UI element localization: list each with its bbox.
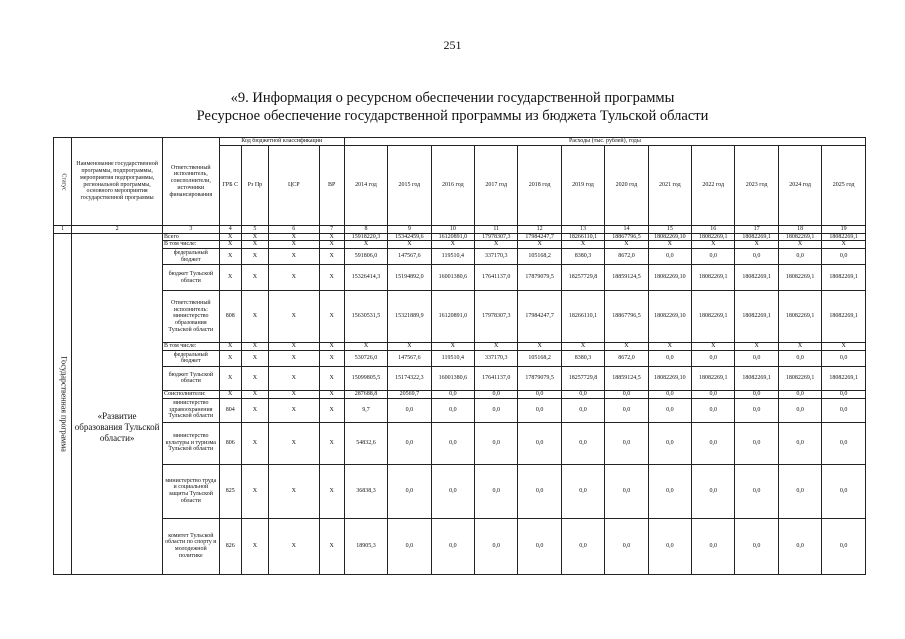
cell-value: 0,0 [475,518,518,574]
cell-value: 0,0 [778,390,821,398]
cell-rzpr: X [241,249,268,265]
table-row [54,350,866,366]
cell-value: 15321889,9 [388,291,431,343]
cell-rzpr: X [241,464,268,518]
row-label: Всего [163,233,220,241]
cell-csr: X [269,343,319,351]
cell-vr: X [319,398,344,422]
cell-value: 8380,3 [561,249,604,265]
cell-value: 16120891,0 [431,291,474,343]
cell-csr: X [269,390,319,398]
table-row [54,249,866,265]
cell-value: 530726,0 [344,350,387,366]
table-row [54,343,866,351]
cell-value: 18257729,8 [561,265,604,291]
row-label: комитет Тульской области по спорту и молодежной политике [163,518,220,574]
cell-value: 0,0 [518,398,561,422]
cell-value: 9,7 [344,398,387,422]
table-row [54,291,866,343]
cell-rzpr: X [241,518,268,574]
cell-value: 337170,3 [475,249,518,265]
cell-value: 105168,2 [518,350,561,366]
cell-value: 18082269,10 [648,265,691,291]
cell-value: 16001380,6 [431,265,474,291]
cell-value: 15918220,3 [344,233,387,241]
cell-value: X [692,241,735,249]
cell-value: 0,0 [475,398,518,422]
cell-value: 0,0 [518,518,561,574]
header-expenses: Расходы (тыс. рублей), годы [344,138,865,146]
cell-value: 0,0 [475,464,518,518]
row-label: министерство здравоохранения Тульской области [163,398,220,422]
cell-value: 147567,6 [388,249,431,265]
cell-value: 16120891,0 [431,233,474,241]
cell-rzpr: X [241,291,268,343]
cell-csr: X [269,233,319,241]
header-year: 2016 год [431,146,474,226]
row-label: федеральный бюджет [163,249,220,265]
cell-value: 17879079,5 [518,265,561,291]
cell-value: 0,0 [388,422,431,464]
cell-value: X [475,241,518,249]
cell-value: 18257729,8 [561,366,604,390]
cell-value: 0,0 [692,518,735,574]
cell-value: X [605,241,648,249]
column-number: 9 [388,226,431,234]
row-label: Соисполнители: [163,390,220,398]
cell-value: 18082269,1 [778,265,821,291]
cell-value: 0,0 [822,398,866,422]
column-number: 8 [344,226,387,234]
cell-value: 0,0 [561,398,604,422]
cell-grbs: 806 [219,422,241,464]
column-number: 11 [475,226,518,234]
header-year: 2022 год [692,146,735,226]
cell-value: 18082269,1 [735,291,778,343]
program-name: «Развитие образования Тульской области» [72,233,163,574]
cell-vr: X [319,249,344,265]
cell-value: 18082269,1 [778,291,821,343]
cell-value: 8672,0 [605,249,648,265]
cell-value: X [692,343,735,351]
header-vr: ВР [319,146,344,226]
cell-vr: X [319,291,344,343]
cell-value: X [431,241,474,249]
cell-value: 36838,3 [344,464,387,518]
cell-value: 0,0 [692,350,735,366]
cell-value: 0,0 [778,518,821,574]
cell-value: 17879079,5 [518,366,561,390]
cell-value: 0,0 [561,518,604,574]
column-number: 14 [605,226,648,234]
row-label: федеральный бюджет [163,350,220,366]
cell-value: 17984247,7 [518,233,561,241]
cell-value: 0,0 [605,464,648,518]
cell-csr: X [269,422,319,464]
cell-value: 0,0 [605,398,648,422]
cell-csr: X [269,366,319,390]
column-number: 13 [561,226,604,234]
cell-value: X [431,343,474,351]
cell-value: 0,0 [648,350,691,366]
cell-value: 0,0 [822,422,866,464]
cell-value: 18082269,1 [692,265,735,291]
cell-value: 54832,6 [344,422,387,464]
cell-grbs: X [219,350,241,366]
cell-value: 0,0 [822,249,866,265]
cell-value: 0,0 [735,249,778,265]
cell-rzpr: X [241,350,268,366]
cell-rzpr: X [241,241,268,249]
cell-rzpr: X [241,366,268,390]
cell-grbs: X [219,366,241,390]
cell-value: 17641137,0 [475,366,518,390]
cell-value: 0,0 [605,390,648,398]
cell-value: 18867796,5 [605,233,648,241]
cell-value: 0,0 [648,518,691,574]
cell-value: 119510,4 [431,249,474,265]
cell-value: 18082269,1 [822,366,866,390]
cell-value: 0,0 [778,464,821,518]
cell-vr: X [319,518,344,574]
cell-value: 0,0 [822,350,866,366]
table-row [54,518,866,574]
header-name: Наименование государственной программы, подпрограммы, мероприятия подпрограммы, региональной программы, основного мероприятия государственной программы [72,138,163,226]
cell-value: X [344,241,387,249]
column-number: 10 [431,226,474,234]
cell-value: 0,0 [822,464,866,518]
cell-value: 18082269,1 [735,233,778,241]
cell-value: 0,0 [431,422,474,464]
document-title: «9. Информация о ресурсном обеспечении государственной программы [230,90,675,106]
cell-grbs: X [219,265,241,291]
cell-value: 0,0 [605,518,648,574]
cell-value: 15342459,6 [388,233,431,241]
cell-value: 15630531,5 [344,291,387,343]
cell-value: X [518,241,561,249]
row-label: министерство труда и социальной защиты Тульской области [163,464,220,518]
cell-grbs: 804 [219,398,241,422]
cell-value: X [518,343,561,351]
cell-value: X [561,241,604,249]
cell-value: X [822,241,866,249]
cell-value: 0,0 [735,518,778,574]
header-year: 2024 год [778,146,821,226]
cell-csr: X [269,241,319,249]
cell-csr: X [269,464,319,518]
cell-value: 0,0 [822,518,866,574]
cell-value: 0,0 [431,390,474,398]
column-number: 16 [692,226,735,234]
cell-value: 15326414,3 [344,265,387,291]
cell-value: 18082269,1 [735,366,778,390]
cell-value: X [475,343,518,351]
cell-value: 287688,8 [344,390,387,398]
cell-value: 0,0 [692,249,735,265]
cell-value: 0,0 [605,422,648,464]
column-number: 19 [822,226,866,234]
cell-value: 0,0 [431,464,474,518]
cell-grbs: X [219,241,241,249]
cell-value: 16001380,6 [431,366,474,390]
cell-rzpr: X [241,265,268,291]
table-row [54,422,866,464]
page-number: 251 [443,38,462,52]
cell-value: X [735,241,778,249]
cell-value: 591806,0 [344,249,387,265]
cell-value: 17978307,3 [475,233,518,241]
row-label: Ответственный исполнитель: министерство образования Тульской области [163,291,220,343]
cell-value: 0,0 [475,390,518,398]
cell-value: X [648,241,691,249]
table-row [54,233,866,241]
cell-value: X [388,343,431,351]
cell-value: 0,0 [648,249,691,265]
cell-value: 119510,4 [431,350,474,366]
column-number: 5 [241,226,268,234]
cell-value: 0,0 [648,390,691,398]
cell-value: 147567,6 [388,350,431,366]
header-rzpr: Рз Пр [241,146,268,226]
cell-value: 0,0 [778,249,821,265]
cell-value: 0,0 [561,390,604,398]
cell-value: 18867796,5 [605,291,648,343]
cell-value: 18859124,5 [605,265,648,291]
table-row [54,265,866,291]
cell-value: X [344,343,387,351]
cell-value: 15174322,3 [388,366,431,390]
cell-value: X [648,343,691,351]
header-year: 2023 год [735,146,778,226]
cell-grbs: 826 [219,518,241,574]
cell-rzpr: X [241,398,268,422]
cell-value: 18082269,10 [648,291,691,343]
header-year: 2017 год [475,146,518,226]
header-year: 2021 год [648,146,691,226]
cell-value: 18082269,10 [648,233,691,241]
cell-value: 0,0 [692,422,735,464]
cell-value: 17978307,3 [475,291,518,343]
header-budget-code: Код бюджетной классификации [219,138,344,146]
column-number: 17 [735,226,778,234]
cell-value: 18082269,1 [822,265,866,291]
cell-value: 0,0 [561,464,604,518]
column-number: 7 [319,226,344,234]
column-number: 4 [219,226,241,234]
cell-value: X [388,241,431,249]
cell-value: 337170,3 [475,350,518,366]
cell-vr: X [319,265,344,291]
cell-vr: X [319,366,344,390]
cell-value: 0,0 [388,518,431,574]
status-cell: Государственная программа [54,233,72,574]
column-number: 18 [778,226,821,234]
cell-value: 8672,0 [605,350,648,366]
header-executor: Ответственный исполнитель, соисполнители, источники финансирования [163,138,220,226]
cell-rzpr: X [241,422,268,464]
cell-value: 8380,3 [561,350,604,366]
header-year: 2014 год [344,146,387,226]
table-row [54,464,866,518]
cell-vr: X [319,343,344,351]
cell-value: 18859124,5 [605,366,648,390]
cell-grbs: X [219,390,241,398]
cell-value: 0,0 [648,398,691,422]
cell-value: X [735,343,778,351]
cell-value: 18082269,1 [735,265,778,291]
cell-value: 17641137,0 [475,265,518,291]
cell-value: X [822,343,866,351]
cell-value: 0,0 [518,422,561,464]
cell-value: 0,0 [778,350,821,366]
cell-value: 18266110,1 [561,233,604,241]
cell-value: 0,0 [692,390,735,398]
table-row [54,390,866,398]
cell-value: 20569,7 [388,390,431,398]
cell-csr: X [269,398,319,422]
table-row [54,398,866,422]
header-year: 2025 год [822,146,866,226]
cell-value: 0,0 [648,464,691,518]
cell-grbs: 825 [219,464,241,518]
cell-rzpr: X [241,343,268,351]
column-number: 6 [269,226,319,234]
cell-value: 18082269,1 [692,366,735,390]
cell-value: 15194892,0 [388,265,431,291]
cell-grbs: X [219,249,241,265]
header-year: 2018 год [518,146,561,226]
cell-vr: X [319,241,344,249]
cell-csr: X [269,350,319,366]
row-label: В том числе: [163,343,220,351]
cell-csr: X [269,265,319,291]
table-row [54,366,866,390]
cell-value: 0,0 [735,398,778,422]
cell-value: 18905,3 [344,518,387,574]
cell-csr: X [269,291,319,343]
cell-vr: X [319,350,344,366]
cell-value: X [561,343,604,351]
cell-value: X [605,343,648,351]
row-label: бюджет Тульской области [163,265,220,291]
cell-value: 18082269,1 [692,233,735,241]
column-number: 1 [54,226,72,234]
cell-value: 0,0 [388,464,431,518]
cell-value: 0,0 [778,398,821,422]
cell-value: 0,0 [692,398,735,422]
cell-value: 18082269,1 [778,366,821,390]
column-number: 2 [72,226,163,234]
table-row [54,241,866,249]
cell-grbs: X [219,233,241,241]
cell-value: 18082269,10 [648,366,691,390]
cell-value: X [778,241,821,249]
cell-value: 105168,2 [518,249,561,265]
cell-value: 18082269,1 [778,233,821,241]
cell-value: 0,0 [518,390,561,398]
cell-value: 0,0 [561,422,604,464]
cell-value: 0,0 [431,398,474,422]
column-number: 15 [648,226,691,234]
cell-rzpr: X [241,233,268,241]
cell-value: 18266110,1 [561,291,604,343]
cell-vr: X [319,233,344,241]
document-subtitle: Ресурсное обеспечение государственной программы из бюджета Тульской области [196,108,709,124]
cell-value: 0,0 [388,398,431,422]
resource-table [53,137,866,575]
header-csr: ЦСР [269,146,319,226]
cell-grbs: 808 [219,291,241,343]
column-number: 12 [518,226,561,234]
row-label: министерство культуры и туризма Тульской области [163,422,220,464]
cell-value: 17984247,7 [518,291,561,343]
cell-csr: X [269,249,319,265]
cell-value: 18082269,1 [822,233,866,241]
header-year: 2015 год [388,146,431,226]
cell-value: 0,0 [778,422,821,464]
header-year: 2019 год [561,146,604,226]
cell-vr: X [319,390,344,398]
row-label: бюджет Тульской области [163,366,220,390]
cell-value: X [778,343,821,351]
cell-value: 0,0 [735,390,778,398]
row-label: В том числе: [163,241,220,249]
cell-value: 15099805,5 [344,366,387,390]
header-year: 2020 год [605,146,648,226]
cell-vr: X [319,464,344,518]
cell-value: 18082269,1 [692,291,735,343]
cell-value: 0,0 [648,422,691,464]
cell-grbs: X [219,343,241,351]
cell-value: 0,0 [692,464,735,518]
cell-csr: X [269,518,319,574]
cell-value: 0,0 [735,422,778,464]
cell-value: 0,0 [475,422,518,464]
cell-rzpr: X [241,390,268,398]
cell-value: 18082269,1 [822,291,866,343]
column-number: 3 [163,226,220,234]
header-status: Статус [54,138,72,226]
header-grbs: ГРБ С [219,146,241,226]
cell-value: 0,0 [518,464,561,518]
cell-vr: X [319,422,344,464]
cell-value: 0,0 [822,390,866,398]
cell-value: 0,0 [431,518,474,574]
cell-value: 0,0 [735,350,778,366]
cell-value: 0,0 [735,464,778,518]
